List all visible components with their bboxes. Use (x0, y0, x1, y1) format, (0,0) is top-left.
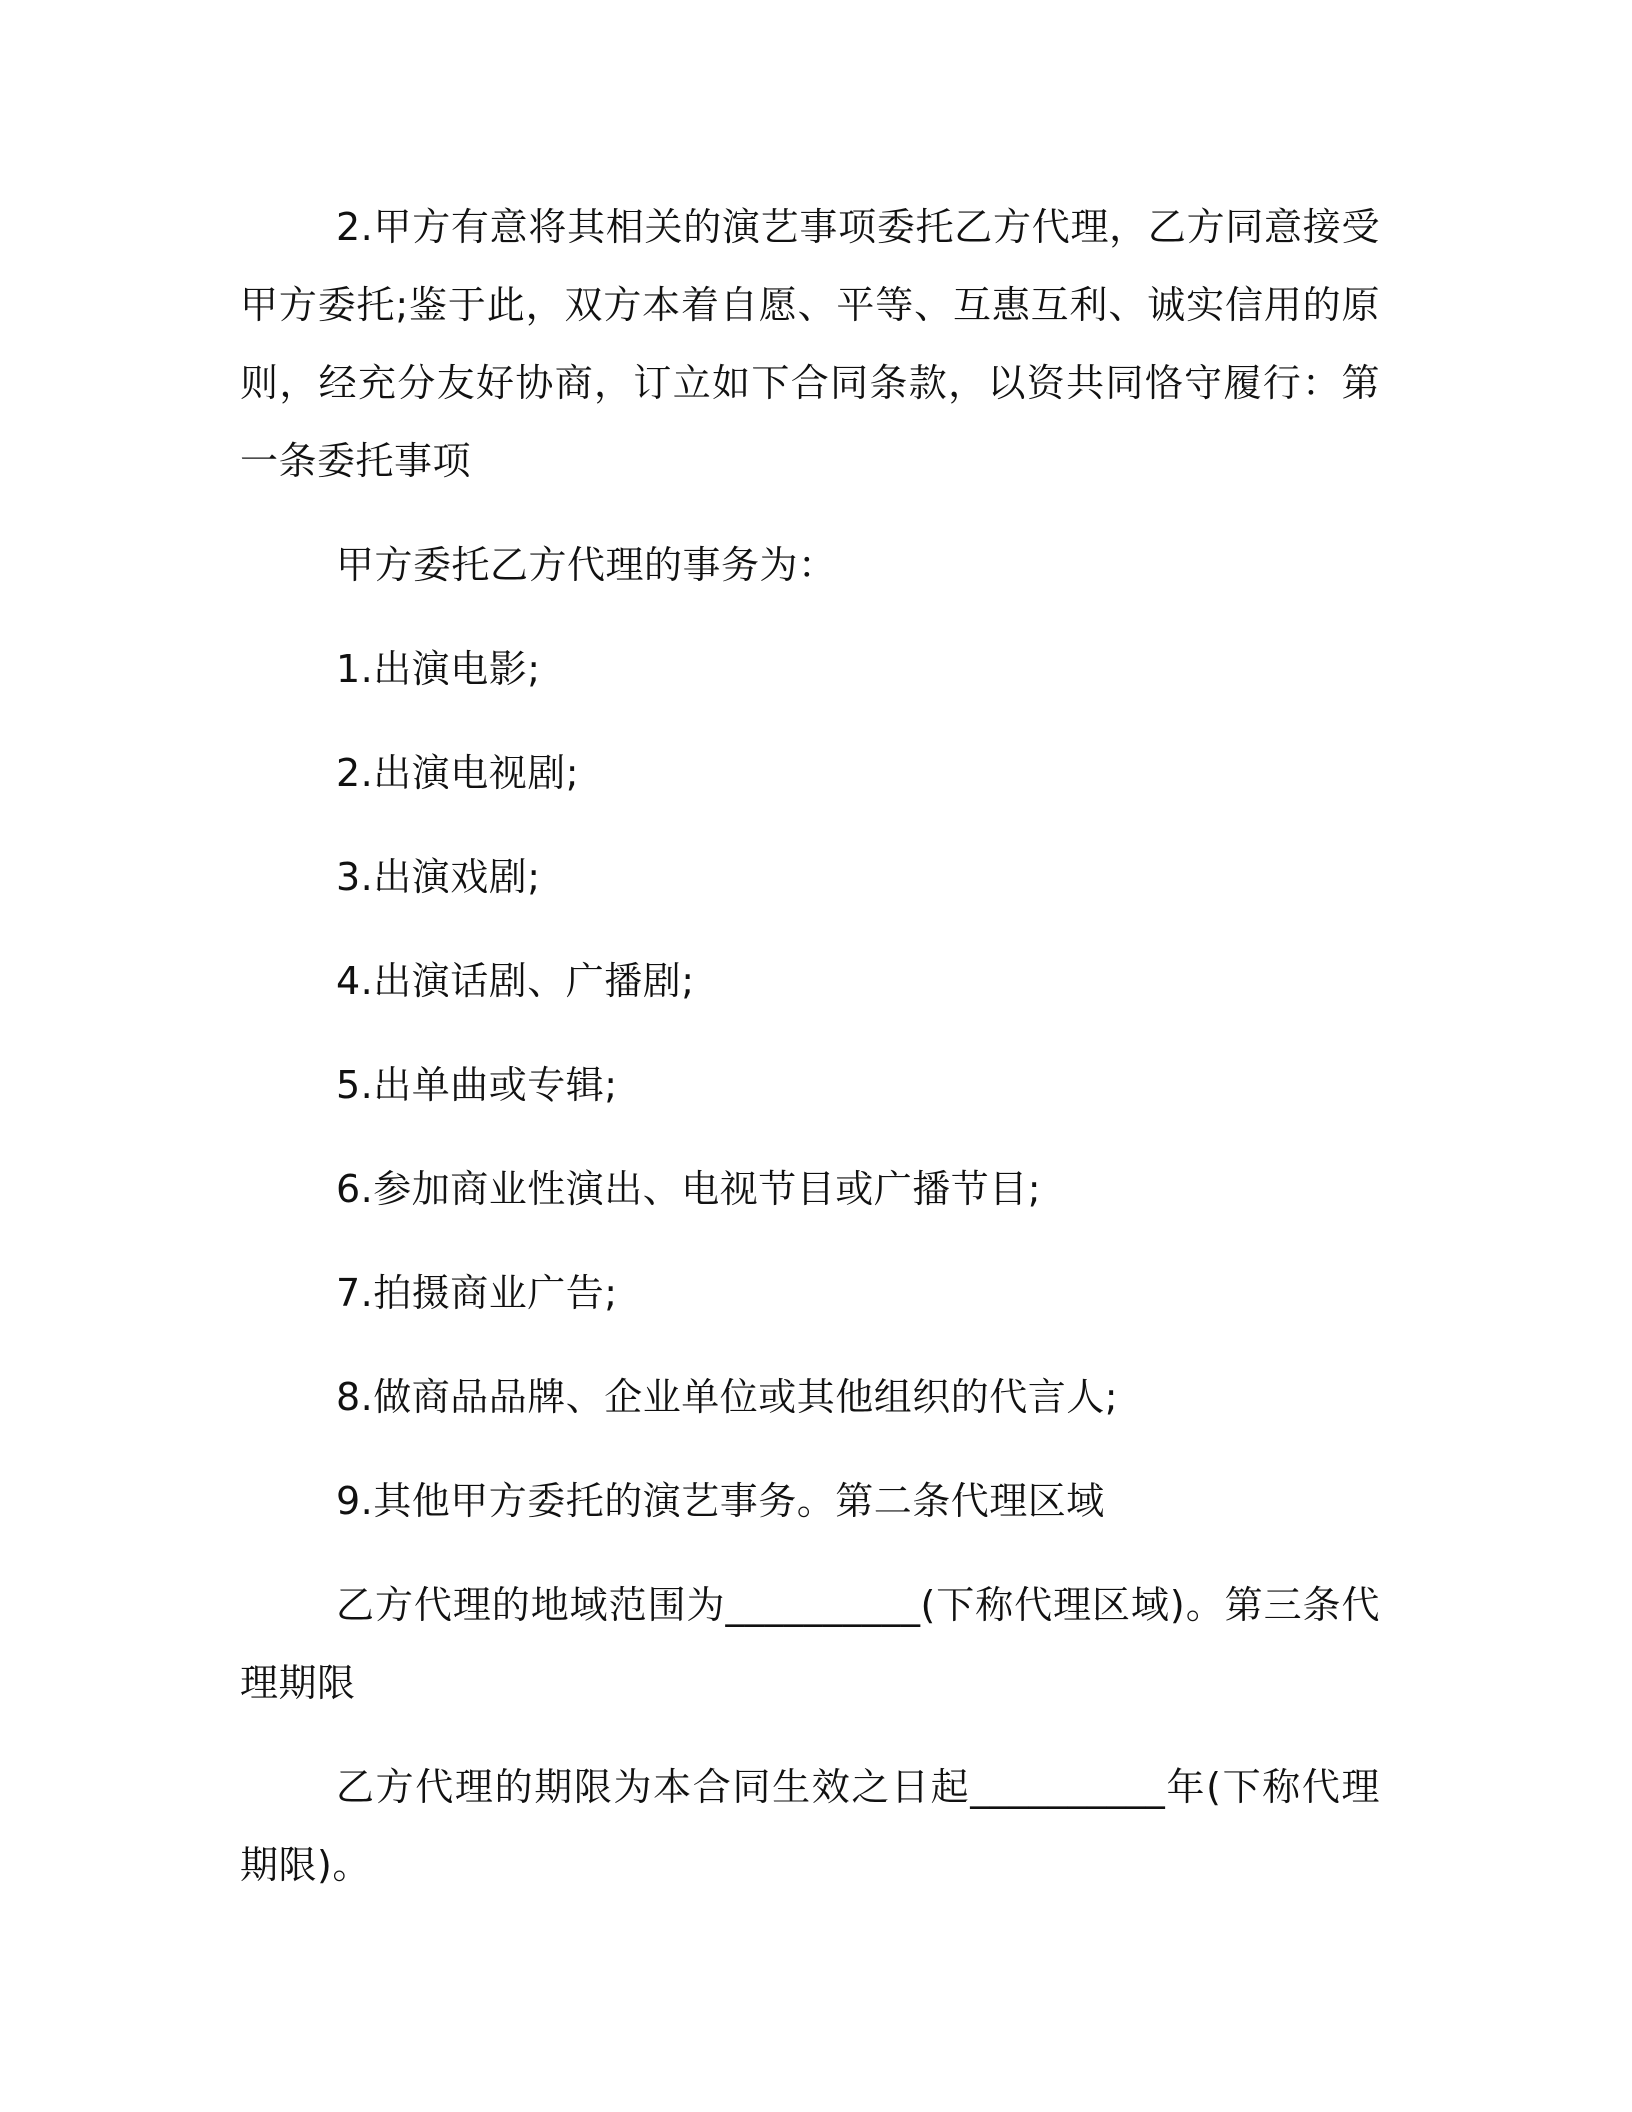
list-item-other-affairs: 9.其他甲方委托的演艺事务。第二条代理区域 (336, 1479, 1105, 1523)
paragraph-agency-region: 乙方代理的地域范围为__________(下称代理区域)。第三条代理期限 (240, 1583, 1380, 1705)
list-item-tv-series: 2.出演电视剧; (336, 751, 580, 795)
list-item-film: 1.出演电影; (336, 647, 541, 691)
paragraph-entrusted-matters-intro: 甲方委托乙方代理的事务为： (336, 543, 837, 587)
list-item-commercial-performance: 6.参加商业性演出、电视节目或广播节目; (336, 1167, 1042, 1211)
list-item-single-album: 5.出单曲或专辑; (336, 1063, 618, 1107)
paragraph-agency-term: 乙方代理的期限为本合同生效之日起__________年(下称代理期限)。 (240, 1765, 1380, 1887)
document-body (240, 188, 1380, 1904)
list-item-spokesperson: 8.做商品品牌、企业单位或其他组织的代言人; (336, 1375, 1119, 1419)
paragraph-preamble: 2.甲方有意将其相关的演艺事项委托乙方代理，乙方同意接受甲方委托;鉴于此，双方本着自愿、平等、互惠互利、诚实信用的原则，经充分友好协商，订立如下合同条款，以资共同恪守履行：第一条委托事项 (240, 205, 1380, 483)
list-item-stage-radio-play: 4.出演话剧、广播剧; (336, 959, 695, 1003)
list-item-commercial-ad: 7.拍摄商业广告; (336, 1271, 618, 1315)
list-item-drama: 3.出演戏剧; (336, 855, 541, 899)
